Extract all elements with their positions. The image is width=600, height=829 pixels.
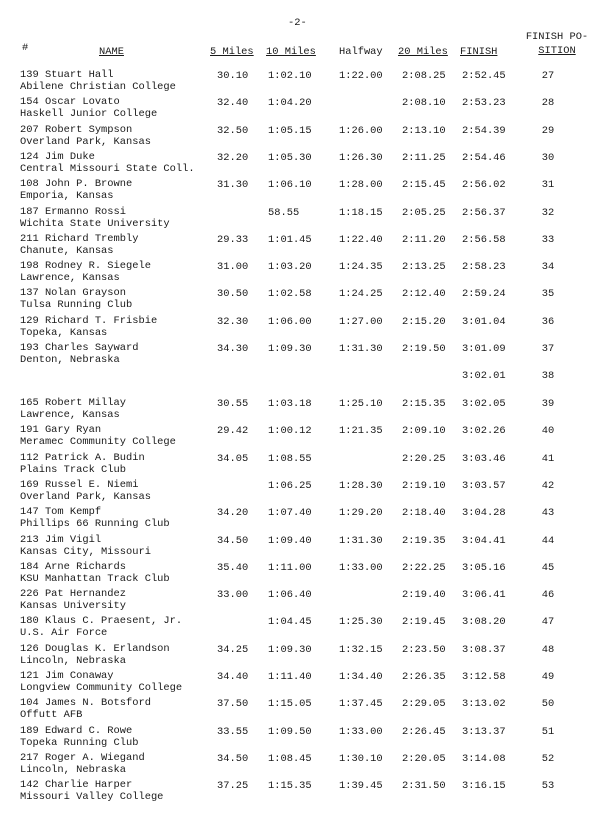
header-finish: FINISH — [460, 46, 498, 58]
runner-affiliation: Lincoln, Nebraska — [20, 763, 127, 776]
runner-name: 142 Charlie Harper — [20, 779, 133, 792]
runner-name: 154 Oscar Lovato — [20, 96, 120, 109]
split-20-miles: 2:08.25 — [402, 70, 446, 82]
runner-affiliation: Meramec Community College — [20, 436, 176, 449]
split-20-miles: 2:26.45 — [402, 725, 446, 738]
runner-name: 189 Edward C. Rowe — [20, 724, 133, 737]
split-20-miles: 2:09.10 — [402, 425, 446, 438]
finish-time: 3:02.05 — [462, 398, 506, 410]
split-halfway: 1:37.45 — [339, 698, 383, 711]
split-20-miles: 2:11.25 — [402, 151, 446, 164]
runner-name: 213 Jim Vigil — [20, 533, 102, 546]
split-halfway: 1:22.40 — [339, 233, 383, 246]
split-20-miles: 2:11.20 — [402, 233, 446, 246]
runner-affiliation: Kansas City, Missouri — [20, 545, 151, 558]
runner-name: 124 Jim Duke — [20, 150, 95, 163]
split-5-miles: 30.55 — [217, 398, 249, 410]
finish-position: 42 — [541, 479, 555, 492]
runner-name: 226 Pat Hernandez — [20, 588, 127, 601]
split-10-miles: 1:04.45 — [268, 616, 312, 629]
finish-position: 47 — [541, 616, 555, 629]
split-20-miles: 2:26.35 — [402, 671, 446, 683]
finish-time: 3:04.41 — [462, 534, 506, 547]
split-10-miles: 1:11.40 — [268, 671, 312, 683]
runner-affiliation: Chanute, Kansas — [20, 244, 114, 257]
header-name: NAME — [99, 46, 124, 58]
finish-position: 45 — [541, 561, 555, 574]
finish-time: 3:02.01 — [462, 370, 506, 382]
runner-affiliation: Plains Track Club — [20, 463, 127, 476]
runner-name: 129 Richard T. Frisbie — [20, 314, 158, 327]
split-halfway: 1:34.40 — [339, 671, 383, 683]
split-halfway: 1:26.30 — [339, 151, 383, 164]
runner-name: 169 Russel E. Niemi — [20, 478, 139, 491]
runner-affiliation: Topeka Running Club — [20, 736, 139, 749]
runner-affiliation: Offutt AFB — [20, 709, 83, 722]
split-10-miles: 1:02.58 — [268, 288, 312, 301]
finish-time: 3:13.02 — [462, 698, 506, 711]
split-5-miles: 32.30 — [217, 315, 249, 328]
split-5-miles: 35.40 — [217, 561, 249, 574]
split-5-miles: 33.55 — [217, 725, 249, 738]
split-10-miles: 1:09.30 — [268, 643, 312, 656]
split-5-miles: 34.40 — [217, 671, 249, 683]
runner-affiliation: KSU Manhattan Track Club — [20, 572, 170, 585]
runner-affiliation: Haskell Junior College — [20, 108, 158, 121]
finish-time: 3:01.09 — [462, 343, 506, 355]
split-halfway: 1:25.10 — [339, 398, 383, 410]
header-20-miles: 20 Miles — [398, 46, 448, 58]
split-10-miles: 1:05.15 — [268, 124, 312, 137]
finish-position: 52 — [541, 752, 555, 765]
split-10-miles: 1:15.35 — [268, 780, 312, 793]
split-10-miles: 1:15.05 — [268, 698, 312, 711]
split-5-miles: 30.10 — [217, 70, 249, 82]
runner-name: 165 Robert Millay — [20, 397, 127, 409]
finish-time: 2:56.58 — [462, 233, 506, 246]
split-20-miles: 2:18.40 — [402, 507, 446, 520]
finish-position: 50 — [541, 698, 555, 711]
split-5-miles: 34.50 — [217, 534, 249, 547]
finish-time: 2:58.23 — [462, 261, 506, 274]
split-20-miles: 2:15.35 — [402, 398, 446, 410]
runner-affiliation: Missouri Valley College — [20, 791, 164, 804]
finish-time: 2:56.02 — [462, 179, 506, 192]
runner-affiliation: Overland Park, Kansas — [20, 135, 151, 148]
split-halfway: 1:27.00 — [339, 315, 383, 328]
runner-affiliation: Abilene Christian College — [20, 81, 176, 93]
split-10-miles: 1:06.00 — [268, 315, 312, 328]
split-10-miles: 1:06.10 — [268, 179, 312, 192]
runner-affiliation: Central Missouri State Coll. — [20, 162, 195, 175]
runner-affiliation: Emporia, Kansas — [20, 190, 114, 203]
header-finish-position-line2: SITION — [538, 45, 576, 57]
header-finish-position-line1: FINISH PO- — [525, 31, 589, 43]
finish-time: 2:54.46 — [462, 151, 506, 164]
finish-position: 39 — [541, 398, 555, 410]
split-5-miles: 30.50 — [217, 288, 249, 301]
split-20-miles: 2:13.25 — [402, 261, 446, 274]
finish-time: 3:06.41 — [462, 589, 506, 602]
split-5-miles: 33.00 — [217, 589, 249, 602]
runner-name: 191 Gary Ryan — [20, 424, 102, 437]
runner-affiliation: Longview Community College — [20, 682, 183, 694]
finish-position: 32 — [541, 206, 555, 219]
split-halfway: 1:26.00 — [339, 124, 383, 137]
split-halfway: 1:29.20 — [339, 507, 383, 520]
split-10-miles: 1:01.45 — [268, 233, 312, 246]
split-10-miles: 1:06.25 — [268, 479, 312, 492]
split-halfway: 1:33.00 — [339, 725, 383, 738]
finish-time: 3:04.28 — [462, 507, 506, 520]
split-5-miles: 31.00 — [217, 261, 249, 274]
finish-time: 3:13.37 — [462, 725, 506, 738]
page-number: -2- — [288, 17, 307, 29]
finish-position: 44 — [541, 534, 555, 547]
split-20-miles: 2:19.10 — [402, 479, 446, 492]
split-halfway: 1:32.15 — [339, 643, 383, 656]
finish-position: 41 — [541, 452, 555, 465]
finish-position: 38 — [541, 370, 555, 382]
split-10-miles: 1:09.50 — [268, 725, 312, 738]
finish-time: 2:54.39 — [462, 124, 506, 137]
split-20-miles: 2:31.50 — [402, 780, 446, 793]
finish-position: 40 — [541, 425, 555, 438]
runner-name: 198 Rodney R. Siegele — [20, 260, 151, 273]
split-5-miles: 34.20 — [217, 507, 249, 520]
split-20-miles: 2:15.20 — [402, 315, 446, 328]
finish-time: 3:08.20 — [462, 616, 506, 629]
split-halfway: 1:22.00 — [339, 70, 383, 82]
split-halfway: 1:24.25 — [339, 288, 383, 301]
split-halfway: 1:21.35 — [339, 425, 383, 438]
finish-time: 3:12.58 — [462, 671, 506, 683]
runner-name: 187 Ermanno Rossi — [20, 205, 127, 218]
split-5-miles: 32.40 — [217, 97, 249, 110]
split-20-miles: 2:13.10 — [402, 124, 446, 137]
runner-name: 217 Roger A. Wiegand — [20, 751, 145, 764]
split-10-miles: 1:11.00 — [268, 561, 312, 574]
split-20-miles: 2:19.50 — [402, 343, 446, 355]
finish-position: 46 — [541, 589, 555, 602]
header-10-miles: 10 Miles — [266, 46, 316, 58]
split-halfway: 1:31.30 — [339, 534, 383, 547]
runner-name: 139 Stuart Hall — [20, 69, 114, 81]
runner-affiliation: Wichita State University — [20, 217, 170, 230]
finish-position: 27 — [541, 70, 555, 82]
runner-affiliation: Tulsa Running Club — [20, 299, 133, 312]
split-10-miles: 58.55 — [268, 206, 300, 219]
finish-position: 28 — [541, 97, 555, 110]
split-5-miles: 34.50 — [217, 752, 249, 765]
runner-name: 108 John P. Browne — [20, 178, 133, 191]
header-5-miles: 5 Miles — [210, 46, 254, 58]
split-20-miles: 2:23.50 — [402, 643, 446, 656]
header-finish-position — [522, 30, 592, 58]
finish-position: 37 — [541, 343, 555, 355]
finish-position: 36 — [541, 315, 555, 328]
split-halfway: 1:30.10 — [339, 752, 383, 765]
runner-affiliation: Topeka, Kansas — [20, 326, 108, 339]
split-5-miles: 32.50 — [217, 124, 249, 137]
split-10-miles: 1:09.30 — [268, 343, 312, 355]
split-halfway: 1:28.30 — [339, 479, 383, 492]
finish-time: 3:14.08 — [462, 752, 506, 765]
runner-name: 180 Klaus C. Praesent, Jr. — [20, 615, 183, 628]
runner-name: 104 James N. Botsford — [20, 697, 151, 710]
finish-time: 2:52.45 — [462, 70, 506, 82]
finish-time: 3:02.26 — [462, 425, 506, 438]
header-halfway: Halfway — [339, 46, 383, 58]
finish-time: 2:56.37 — [462, 206, 506, 219]
runner-name: 137 Nolan Grayson — [20, 287, 127, 300]
split-5-miles: 29.42 — [217, 425, 249, 438]
split-20-miles: 2:19.45 — [402, 616, 446, 629]
split-5-miles: 34.05 — [217, 452, 249, 465]
split-10-miles: 1:05.30 — [268, 151, 312, 164]
finish-position: 29 — [541, 124, 555, 137]
runner-affiliation: Overland Park, Kansas — [20, 490, 151, 503]
runner-name: 211 Richard Trembly — [20, 232, 139, 245]
split-20-miles: 2:20.05 — [402, 752, 446, 765]
finish-position: 31 — [541, 179, 555, 192]
split-10-miles: 1:04.20 — [268, 97, 312, 110]
runner-affiliation: U.S. Air Force — [20, 627, 108, 640]
finish-time: 2:59.24 — [462, 288, 506, 301]
finish-position: 53 — [541, 780, 555, 793]
runner-name: 184 Arne Richards — [20, 560, 127, 573]
finish-time: 3:03.46 — [462, 452, 506, 465]
split-10-miles: 1:08.55 — [268, 452, 312, 465]
split-20-miles: 2:15.45 — [402, 179, 446, 192]
runner-affiliation: Phillips 66 Running Club — [20, 518, 170, 531]
split-halfway: 1:25.30 — [339, 616, 383, 629]
runner-name: 126 Douglas K. Erlandson — [20, 642, 170, 655]
split-halfway: 1:33.00 — [339, 561, 383, 574]
split-20-miles: 2:05.25 — [402, 206, 446, 219]
finish-position: 33 — [541, 233, 555, 246]
finish-position: 35 — [541, 288, 555, 301]
runner-name: 147 Tom Kempf — [20, 506, 102, 519]
split-20-miles: 2:19.35 — [402, 534, 446, 547]
split-halfway: 1:39.45 — [339, 780, 383, 793]
runner-affiliation: Lincoln, Nebraska — [20, 654, 127, 667]
runner-affiliation: Denton, Nebraska — [20, 354, 120, 366]
runner-affiliation: Lawrence, Kansas — [20, 409, 120, 421]
finish-position: 30 — [541, 151, 555, 164]
split-10-miles: 1:09.40 — [268, 534, 312, 547]
finish-time: 3:05.16 — [462, 561, 506, 574]
header-number: # — [22, 42, 29, 54]
split-10-miles: 1:03.20 — [268, 261, 312, 274]
finish-position: 49 — [541, 671, 555, 683]
split-20-miles: 2:08.10 — [402, 97, 446, 110]
split-20-miles: 2:12.40 — [402, 288, 446, 301]
split-5-miles: 34.25 — [217, 643, 249, 656]
split-5-miles: 31.30 — [217, 179, 249, 192]
split-10-miles: 1:03.18 — [268, 398, 312, 410]
runner-name: 193 Charles Sayward — [20, 342, 139, 354]
split-5-miles: 29.33 — [217, 233, 249, 246]
finish-position: 43 — [541, 507, 555, 520]
finish-time: 3:01.04 — [462, 315, 506, 328]
split-20-miles: 2:19.40 — [402, 589, 446, 602]
finish-time: 3:08.37 — [462, 643, 506, 656]
split-halfway: 1:31.30 — [339, 343, 383, 355]
split-5-miles: 37.50 — [217, 698, 249, 711]
split-5-miles: 34.30 — [217, 343, 249, 355]
runner-name: 207 Robert Sympson — [20, 123, 133, 136]
split-5-miles: 32.20 — [217, 151, 249, 164]
finish-time: 3:16.15 — [462, 780, 506, 793]
finish-time: 3:03.57 — [462, 479, 506, 492]
split-20-miles: 2:29.05 — [402, 698, 446, 711]
runner-affiliation: Kansas University — [20, 600, 127, 613]
split-10-miles: 1:06.40 — [268, 589, 312, 602]
split-10-miles: 1:08.45 — [268, 752, 312, 765]
split-20-miles: 2:22.25 — [402, 561, 446, 574]
finish-position: 51 — [541, 725, 555, 738]
split-10-miles: 1:02.10 — [268, 70, 312, 82]
split-halfway: 1:24.35 — [339, 261, 383, 274]
runner-name: 112 Patrick A. Budin — [20, 451, 145, 464]
finish-position: 34 — [541, 261, 555, 274]
finish-time: 2:53.23 — [462, 97, 506, 110]
split-20-miles: 2:20.25 — [402, 452, 446, 465]
runner-affiliation: Lawrence, Kansas — [20, 272, 120, 285]
split-10-miles: 1:07.40 — [268, 507, 312, 520]
split-halfway: 1:18.15 — [339, 206, 383, 219]
split-10-miles: 1:00.12 — [268, 425, 312, 438]
finish-position: 48 — [541, 643, 555, 656]
split-halfway: 1:28.00 — [339, 179, 383, 192]
split-5-miles: 37.25 — [217, 780, 249, 793]
runner-name: 121 Jim Conaway — [20, 670, 114, 682]
